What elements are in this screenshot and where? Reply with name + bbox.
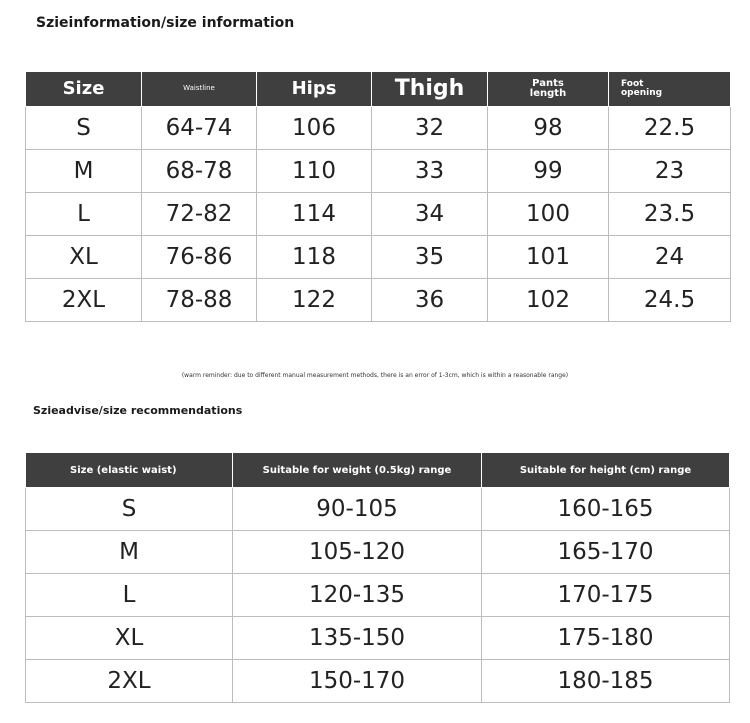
cell-size: 2XL xyxy=(26,660,233,703)
cell-pants-length: 100 xyxy=(488,193,609,236)
measurement-reminder: (warm reminder: due to different manual measurement methods, there is an error of 1-3cm, which is within a reasonable range) xyxy=(181,372,569,379)
cell-foot-opening: 23 xyxy=(609,150,731,193)
cell-size: L xyxy=(26,574,233,617)
cell-hips: 110 xyxy=(257,150,372,193)
cell-pants-length: 98 xyxy=(488,107,609,150)
header-size: Size xyxy=(26,72,142,107)
table-row xyxy=(26,279,731,322)
cell-thigh: 33 xyxy=(372,150,488,193)
table-row xyxy=(26,107,731,150)
cell-waistline: 76-86 xyxy=(142,236,257,279)
size-information-table xyxy=(25,71,731,322)
table-row xyxy=(26,236,731,279)
table-row xyxy=(26,193,731,236)
header-waistline: Waistline xyxy=(142,72,257,107)
table-row xyxy=(26,617,730,660)
cell-size: XL xyxy=(26,236,142,279)
cell-foot-opening: 23.5 xyxy=(609,193,731,236)
cell-size: S xyxy=(26,488,233,531)
cell-height: 175-180 xyxy=(482,617,730,660)
table-row xyxy=(26,531,730,574)
size-information-title: Szieinformation/size information xyxy=(36,15,295,31)
header-pants-length: Pants length xyxy=(488,72,609,107)
cell-weight: 150-170 xyxy=(233,660,482,703)
cell-hips: 118 xyxy=(257,236,372,279)
cell-size: S xyxy=(26,107,142,150)
cell-weight: 90-105 xyxy=(233,488,482,531)
cell-pants-length: 101 xyxy=(488,236,609,279)
cell-foot-opening: 24 xyxy=(609,236,731,279)
cell-size: 2XL xyxy=(26,279,142,322)
cell-weight: 105-120 xyxy=(233,531,482,574)
size-advise-table xyxy=(25,452,730,703)
cell-waistline: 78-88 xyxy=(142,279,257,322)
cell-weight: 120-135 xyxy=(233,574,482,617)
cell-pants-length: 102 xyxy=(488,279,609,322)
cell-thigh: 32 xyxy=(372,107,488,150)
cell-size: XL xyxy=(26,617,233,660)
cell-height: 165-170 xyxy=(482,531,730,574)
cell-pants-length: 99 xyxy=(488,150,609,193)
cell-size: M xyxy=(26,150,142,193)
cell-height: 180-185 xyxy=(482,660,730,703)
cell-height: 160-165 xyxy=(482,488,730,531)
table-header-row xyxy=(26,72,731,107)
cell-waistline: 64-74 xyxy=(142,107,257,150)
cell-height: 170-175 xyxy=(482,574,730,617)
cell-foot-opening: 24.5 xyxy=(609,279,731,322)
header-foot-opening: Foot opening xyxy=(609,72,731,107)
cell-waistline: 68-78 xyxy=(142,150,257,193)
cell-thigh: 36 xyxy=(372,279,488,322)
header-weight-range: Suitable for weight (0.5kg) range xyxy=(233,453,482,488)
cell-foot-opening: 22.5 xyxy=(609,107,731,150)
table-header-row xyxy=(26,453,730,488)
cell-thigh: 35 xyxy=(372,236,488,279)
size-advise-title: Szieadvise/size recommendations xyxy=(33,404,243,417)
table-row xyxy=(26,660,730,703)
header-size-elastic-waist: Size (elastic waist) xyxy=(26,453,233,488)
cell-size: M xyxy=(26,531,233,574)
table-row xyxy=(26,150,731,193)
cell-hips: 106 xyxy=(257,107,372,150)
header-thigh: Thigh xyxy=(372,72,488,107)
cell-waistline: 72-82 xyxy=(142,193,257,236)
cell-hips: 122 xyxy=(257,279,372,322)
cell-weight: 135-150 xyxy=(233,617,482,660)
header-hips: Hips xyxy=(257,72,372,107)
cell-hips: 114 xyxy=(257,193,372,236)
table-row xyxy=(26,488,730,531)
cell-size: L xyxy=(26,193,142,236)
cell-thigh: 34 xyxy=(372,193,488,236)
table-row xyxy=(26,574,730,617)
header-height-range: Suitable for height (cm) range xyxy=(482,453,730,488)
